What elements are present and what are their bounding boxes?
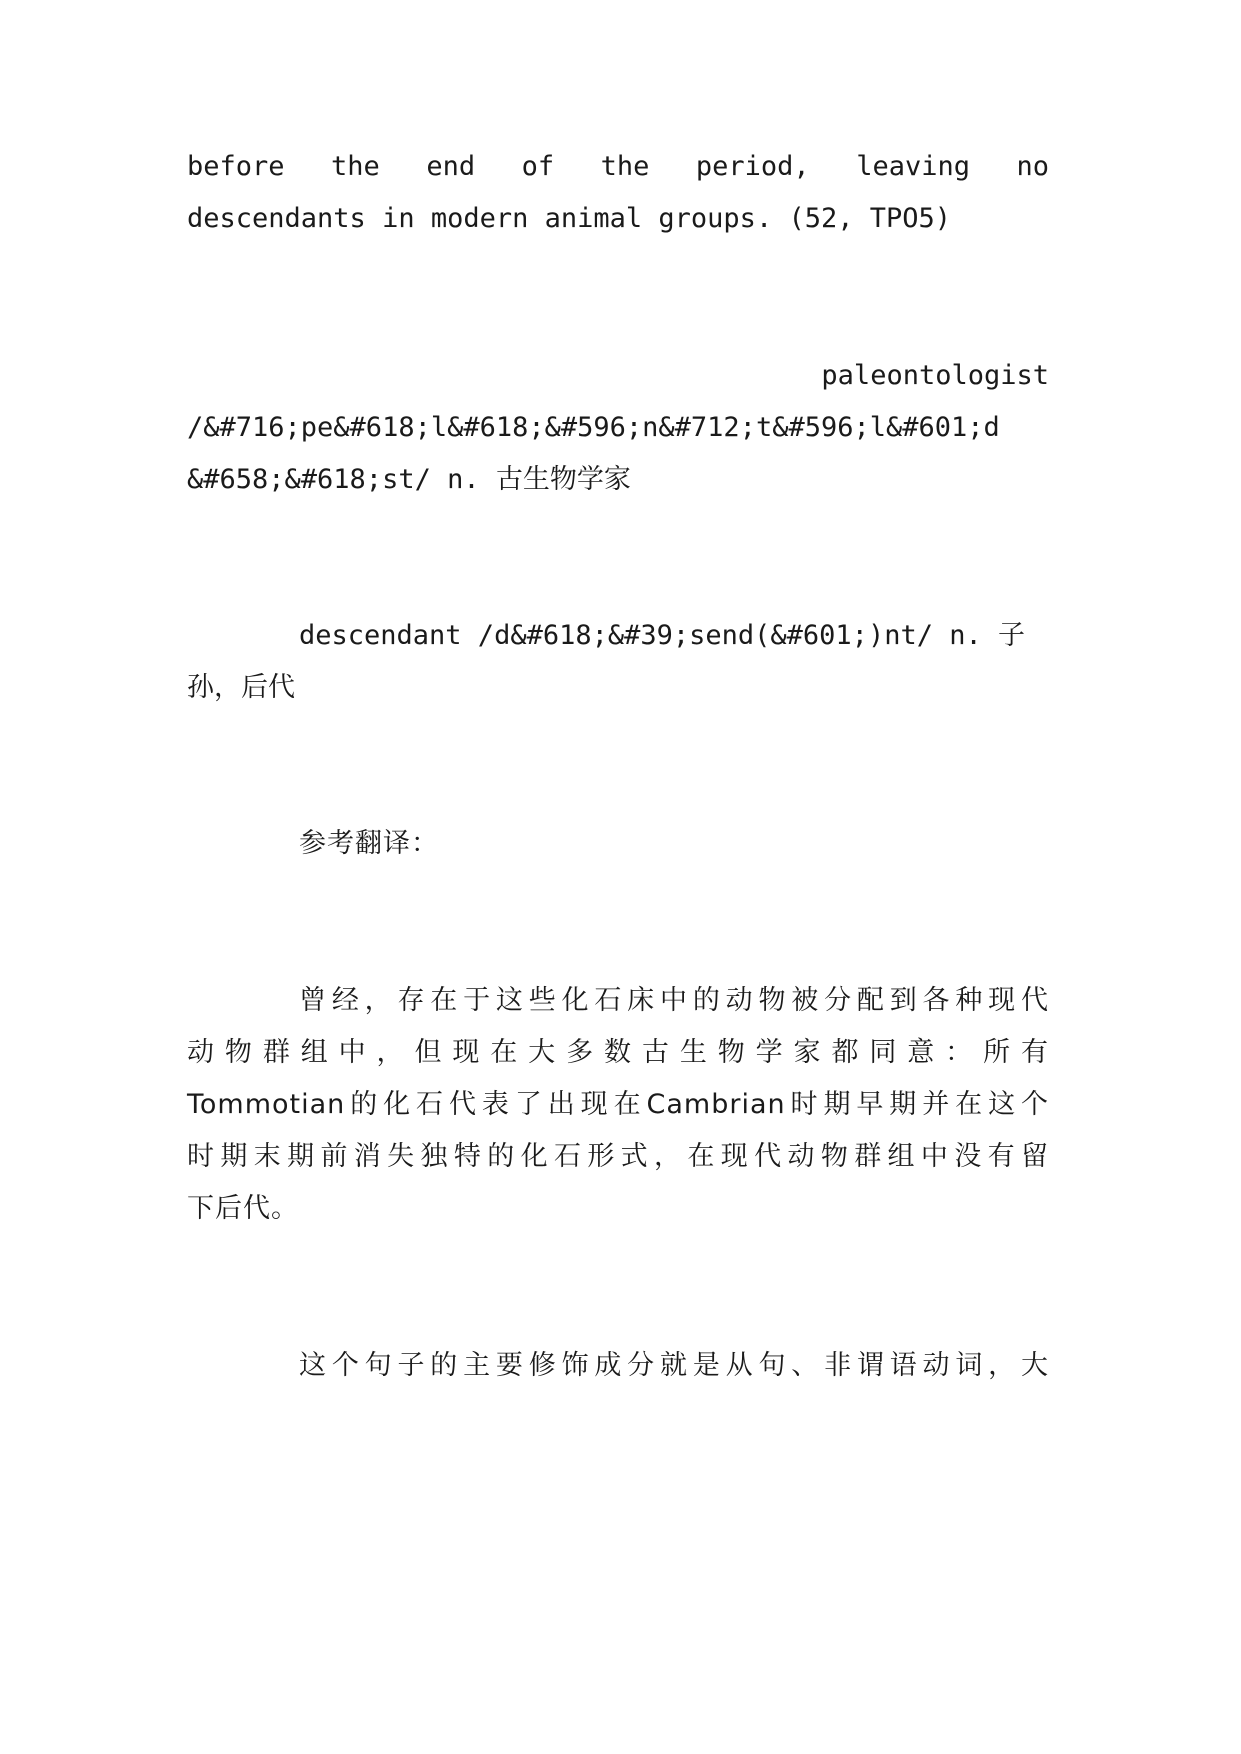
analysis-line-1: 这个句子的主要修饰成分就是从句、非谓语动词，大 — [299, 1350, 1049, 1381]
vocab-paleontologist-phonetic: /&#716;pe&#618;l&#618;&#596;n&#712;t&#596;l&#601;d — [187, 412, 1000, 443]
translation-line-1: 曾经，存在于这些化石床中的动物被分配到各种现代 — [299, 985, 1049, 1016]
vocab-paleontologist-definition: &#658;&#618;st/ n. 古生物学家 — [187, 464, 631, 495]
translation-line-4: 时期末期前消失独特的化石形式，在现代动物群组中没有留 — [187, 1141, 1049, 1172]
translation-line-2: 动物群组中，但现在大多数古生物学家都同意：所有 — [187, 1037, 1049, 1068]
translation-heading: 参考翻译： — [299, 828, 439, 859]
translation-line-3: Tommotian的化石代表了出现在Cambrian时期早期并在这个 — [187, 1089, 1049, 1120]
vocab-paleontologist-word: paleontologist — [821, 360, 1049, 391]
english-sentence-line-1: before the end of the period, leaving no — [187, 151, 1049, 182]
translation-line-5: 下后代。 — [187, 1193, 299, 1224]
vocab-descendant-line-2: 孙，后代 — [187, 672, 295, 703]
vocab-descendant-line-1: descendant /d&#618;&#39;send(&#601;)nt/ n. 子 — [299, 620, 1025, 651]
english-sentence-line-2: descendants in modern animal groups. (52, TPO5) — [187, 203, 952, 234]
